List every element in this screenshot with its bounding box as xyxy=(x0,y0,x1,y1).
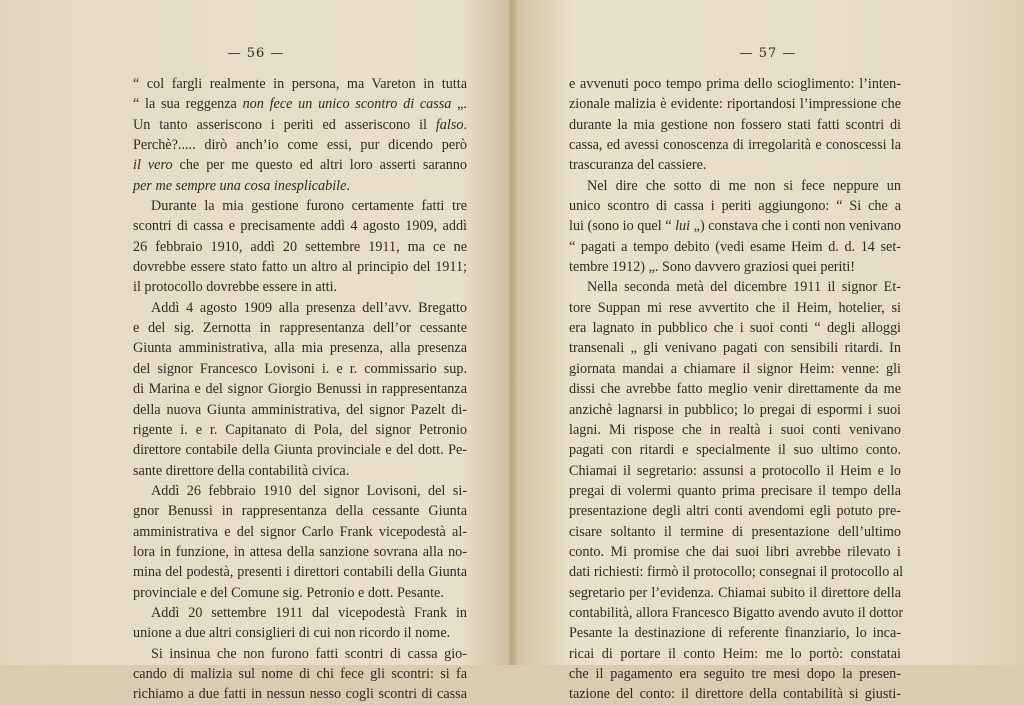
line-text: lora in funzione, in attesa della sanzione sovrana alla no- xyxy=(133,543,467,560)
line-text: zionale malizia è evidente: riportandosi l’impressione che xyxy=(569,96,901,113)
line-text: Giunta amministrativa, alla mia presenza, alla presenza xyxy=(133,340,467,357)
line-text: “ col fargli realmente in persona, ma Vareton in tutta xyxy=(133,76,467,92)
line-text: unico scontro di cassa i periti aggiungono: “ Si che a xyxy=(569,198,901,215)
line-text: sante direttore della contabilità civica. xyxy=(133,462,350,479)
left-page xyxy=(0,0,512,703)
text-line xyxy=(569,155,901,175)
line-text: anzichè lagnarsi in pubblico; lo pregai di espormi i suoi xyxy=(569,401,901,418)
line-text: di Marina e del signor Giorgio Benussi in rappresentanza xyxy=(133,381,467,398)
line-text: presentazione degli altri conti avendomi egli potuto pre- xyxy=(569,503,901,520)
text-line xyxy=(569,176,901,196)
text-line xyxy=(133,237,467,257)
line-text: cisare soltanto il termine di presentazione dell’ultimo xyxy=(569,523,901,540)
text-line xyxy=(569,359,901,379)
text-line xyxy=(133,135,467,155)
text-line xyxy=(569,298,901,318)
line-tail: che per me questo ed altri loro asserti saranno xyxy=(172,157,467,174)
line-text: del signor Francesco Lovisoni i. e r. commissario sup. xyxy=(133,360,467,377)
text-line xyxy=(569,379,901,399)
line-text: tazione del conto: il direttore della contabilità si giusti- xyxy=(569,686,901,703)
line-text: mina del podestà, presenti i direttori contabili della Giunta xyxy=(133,564,467,581)
line-text: Addì 4 agosto 1909 alla presenza dell’avv. Bregatto xyxy=(151,299,467,316)
line-text: lui (sono io quel “ xyxy=(569,218,676,235)
text-line xyxy=(133,501,467,521)
text-line xyxy=(569,562,904,582)
text-line xyxy=(133,440,467,460)
line-text: Chiamai il segretario: assunsi a protocollo il Heim e lo xyxy=(569,462,901,479)
text-line xyxy=(569,74,901,94)
line-text: cando di malizia sul nome di chi fece gli scontri: si fa xyxy=(133,665,467,682)
text-line xyxy=(133,522,467,542)
line-text: conto. Mi promise che dai suoi libri avrebbe rilevato i xyxy=(569,543,901,560)
line-tail: „) constava che i conti non venivano xyxy=(690,218,901,235)
text-line xyxy=(569,115,901,135)
right-page xyxy=(512,0,1024,703)
line-tail: . xyxy=(346,177,350,194)
text-line xyxy=(133,338,467,358)
text-line xyxy=(133,583,467,603)
text-line xyxy=(569,257,901,277)
text-line xyxy=(133,94,467,114)
text-line xyxy=(569,420,901,440)
text-line xyxy=(569,94,901,114)
line-text: il protocollo dovrebbe essere in atti. xyxy=(133,279,338,296)
text-line xyxy=(569,318,901,338)
line-text: Si insinua che non furono fatti scontri di cassa gio- xyxy=(151,645,467,662)
text-line xyxy=(569,623,901,643)
line-text: “ pagati a tempo debito (vedi esame Heim d. d. 14 set- xyxy=(569,238,901,255)
text-line xyxy=(133,216,467,236)
text-line xyxy=(133,196,467,216)
text-line xyxy=(133,562,467,582)
text-line xyxy=(569,196,901,216)
text-line xyxy=(569,400,901,420)
line-text: Addì 20 settembre 1911 dal vicepodestà Frank in xyxy=(151,604,467,621)
text-line xyxy=(133,379,467,399)
line-text: ricai di portare il conto Heim: me lo portò: constatai xyxy=(569,645,901,662)
line-text: transenali „ gli venivano pagati con sensibili ritardi. In xyxy=(569,340,901,357)
line-text: e avvenuti poco tempo prima dello scioglimento: l’inten- xyxy=(569,76,901,92)
text-line xyxy=(133,298,467,318)
text-line xyxy=(133,277,467,297)
text-line xyxy=(133,359,467,379)
line-text: dovrebbe essere stato fatto un altro al principio del 1911; xyxy=(133,259,467,276)
line-text: Nella seconda metà del dicembre 1911 il signor Et- xyxy=(587,279,901,296)
italic-text: lui xyxy=(675,218,691,235)
text-line xyxy=(133,684,467,704)
text-line xyxy=(133,481,467,501)
line-text: contabilità, allora Francesco Bigatto avendo avuto il dottor xyxy=(569,604,904,621)
text-line xyxy=(569,338,901,358)
line-text: Un tanto asseriscono i periti ed asseriscono il xyxy=(133,116,436,133)
text-line xyxy=(569,501,901,521)
line-text: che il pagamento era seguito tre mesi dopo la presen- xyxy=(569,665,901,682)
text-line xyxy=(133,257,467,277)
text-line xyxy=(569,644,901,664)
line-text: Nel dire che sotto di me non si fece neppure un xyxy=(587,177,901,194)
page-text xyxy=(133,74,467,705)
text-line xyxy=(133,623,467,643)
text-line xyxy=(569,277,901,297)
line-tail: . xyxy=(463,116,467,133)
line-text: della nuova Giunta amministrativa, del signor Pazelt di- xyxy=(133,401,467,418)
text-line xyxy=(133,74,467,94)
line-text: pagati con ritardi e specialmente il suo ultimo conto. xyxy=(569,442,901,459)
text-line xyxy=(569,135,901,155)
text-line xyxy=(133,176,467,196)
line-text: lagni. Mi rispose che in realtà i suoi conti venivano xyxy=(569,421,901,438)
line-text: tembre 1912) „. Sono davvero graziosi quei periti! xyxy=(569,259,856,276)
text-line xyxy=(569,583,901,603)
line-text: provinciale e del Comune sig. Petronio e dott. Pesante. xyxy=(133,584,444,601)
line-text: amministrativa e del signor Carlo Frank vicepodestà al- xyxy=(133,523,467,540)
text-line xyxy=(133,603,467,623)
text-line xyxy=(133,542,467,562)
text-line xyxy=(569,684,901,704)
line-text: scontri di cassa e precisamente addì 4 agosto 1909, addì xyxy=(133,218,467,235)
italic-text: non fece un unico scontro di cassa xyxy=(242,96,452,113)
text-line xyxy=(569,461,901,481)
text-line xyxy=(133,461,467,481)
line-text: Addì 26 febbraio 1910 del signor Lovisoni, del si- xyxy=(151,482,467,499)
line-text: trascuranza del cassiere. xyxy=(569,157,707,174)
line-text: segretario per l’evidenza. Chiamai subito il direttore della xyxy=(569,584,901,601)
line-text: Perchè?..... dirò anch’io come essi, pur dicendo però xyxy=(133,137,467,154)
text-line xyxy=(569,216,901,236)
line-text: e del sig. Zernotta in rappresentanza dell’or cessante xyxy=(133,320,467,337)
italic-text: falso xyxy=(435,116,464,133)
line-text: richiamo a due fatti in nessun nesso cogli scontri di cassa xyxy=(133,686,467,703)
line-text: 26 febbraio 1910, addì 20 settembre 1911, ma ce ne xyxy=(133,238,467,255)
text-line xyxy=(569,522,901,542)
line-text: tore Suppan mi rese avvertito che il Heim, hotelier, si xyxy=(569,299,901,316)
text-line xyxy=(133,318,467,338)
text-line xyxy=(569,481,901,501)
line-text: rigente i. e r. Capitanato di Pola, del signor Petronio xyxy=(133,421,467,438)
text-line xyxy=(133,664,467,684)
line-text: durante la mia gestione non fossero stati fatti scontri di xyxy=(569,116,901,133)
line-text: dissi che avrebbe fatto meglio venir direttamente da me xyxy=(569,381,901,398)
line-text: direttore contabile della Giunta provinciale e del dott. Pe- xyxy=(133,442,467,459)
line-text: era lagnato in pubblico che i suoi conti “ degli alloggi xyxy=(569,320,901,337)
text-line xyxy=(569,603,904,623)
text-line xyxy=(133,155,467,175)
line-text: dati richiesti: firmò il protocollo; consegnai il protocollo al xyxy=(569,564,904,581)
text-line xyxy=(569,440,901,460)
line-text: gnor Benussi in rappresentanza della cessante Giunta xyxy=(133,503,467,520)
line-text: pregai di volermi quanto prima precisare il tempo della xyxy=(569,482,901,499)
text-line xyxy=(133,400,467,420)
page-text xyxy=(569,74,904,705)
line-text: “ la sua reggenza xyxy=(133,96,243,113)
line-text: giornata mandai a chiamare il signor Heim: venne: gli xyxy=(569,360,901,377)
italic-text: per me sempre una cosa inesplicabile xyxy=(133,177,347,194)
text-line xyxy=(569,664,901,684)
text-line xyxy=(133,644,467,664)
page-number: — 56 — xyxy=(227,46,285,61)
line-tail: „. xyxy=(451,96,467,113)
line-text: Pesante la destinazione di referente finanziario, lo inca- xyxy=(569,625,901,642)
text-line xyxy=(133,115,467,135)
line-text: unione a due altri consiglieri di cui non ricordo il nome. xyxy=(133,625,451,642)
line-text: cassa, ed avessi conoscenza di irregolarità e conoscessi la xyxy=(569,137,901,154)
italic-text: il vero xyxy=(133,157,173,174)
text-line xyxy=(569,237,901,257)
text-line xyxy=(133,420,467,440)
text-line xyxy=(569,542,901,562)
page-number: — 57 — xyxy=(739,46,797,61)
line-text: Durante la mia gestione furono certamente fatti tre xyxy=(151,198,467,215)
